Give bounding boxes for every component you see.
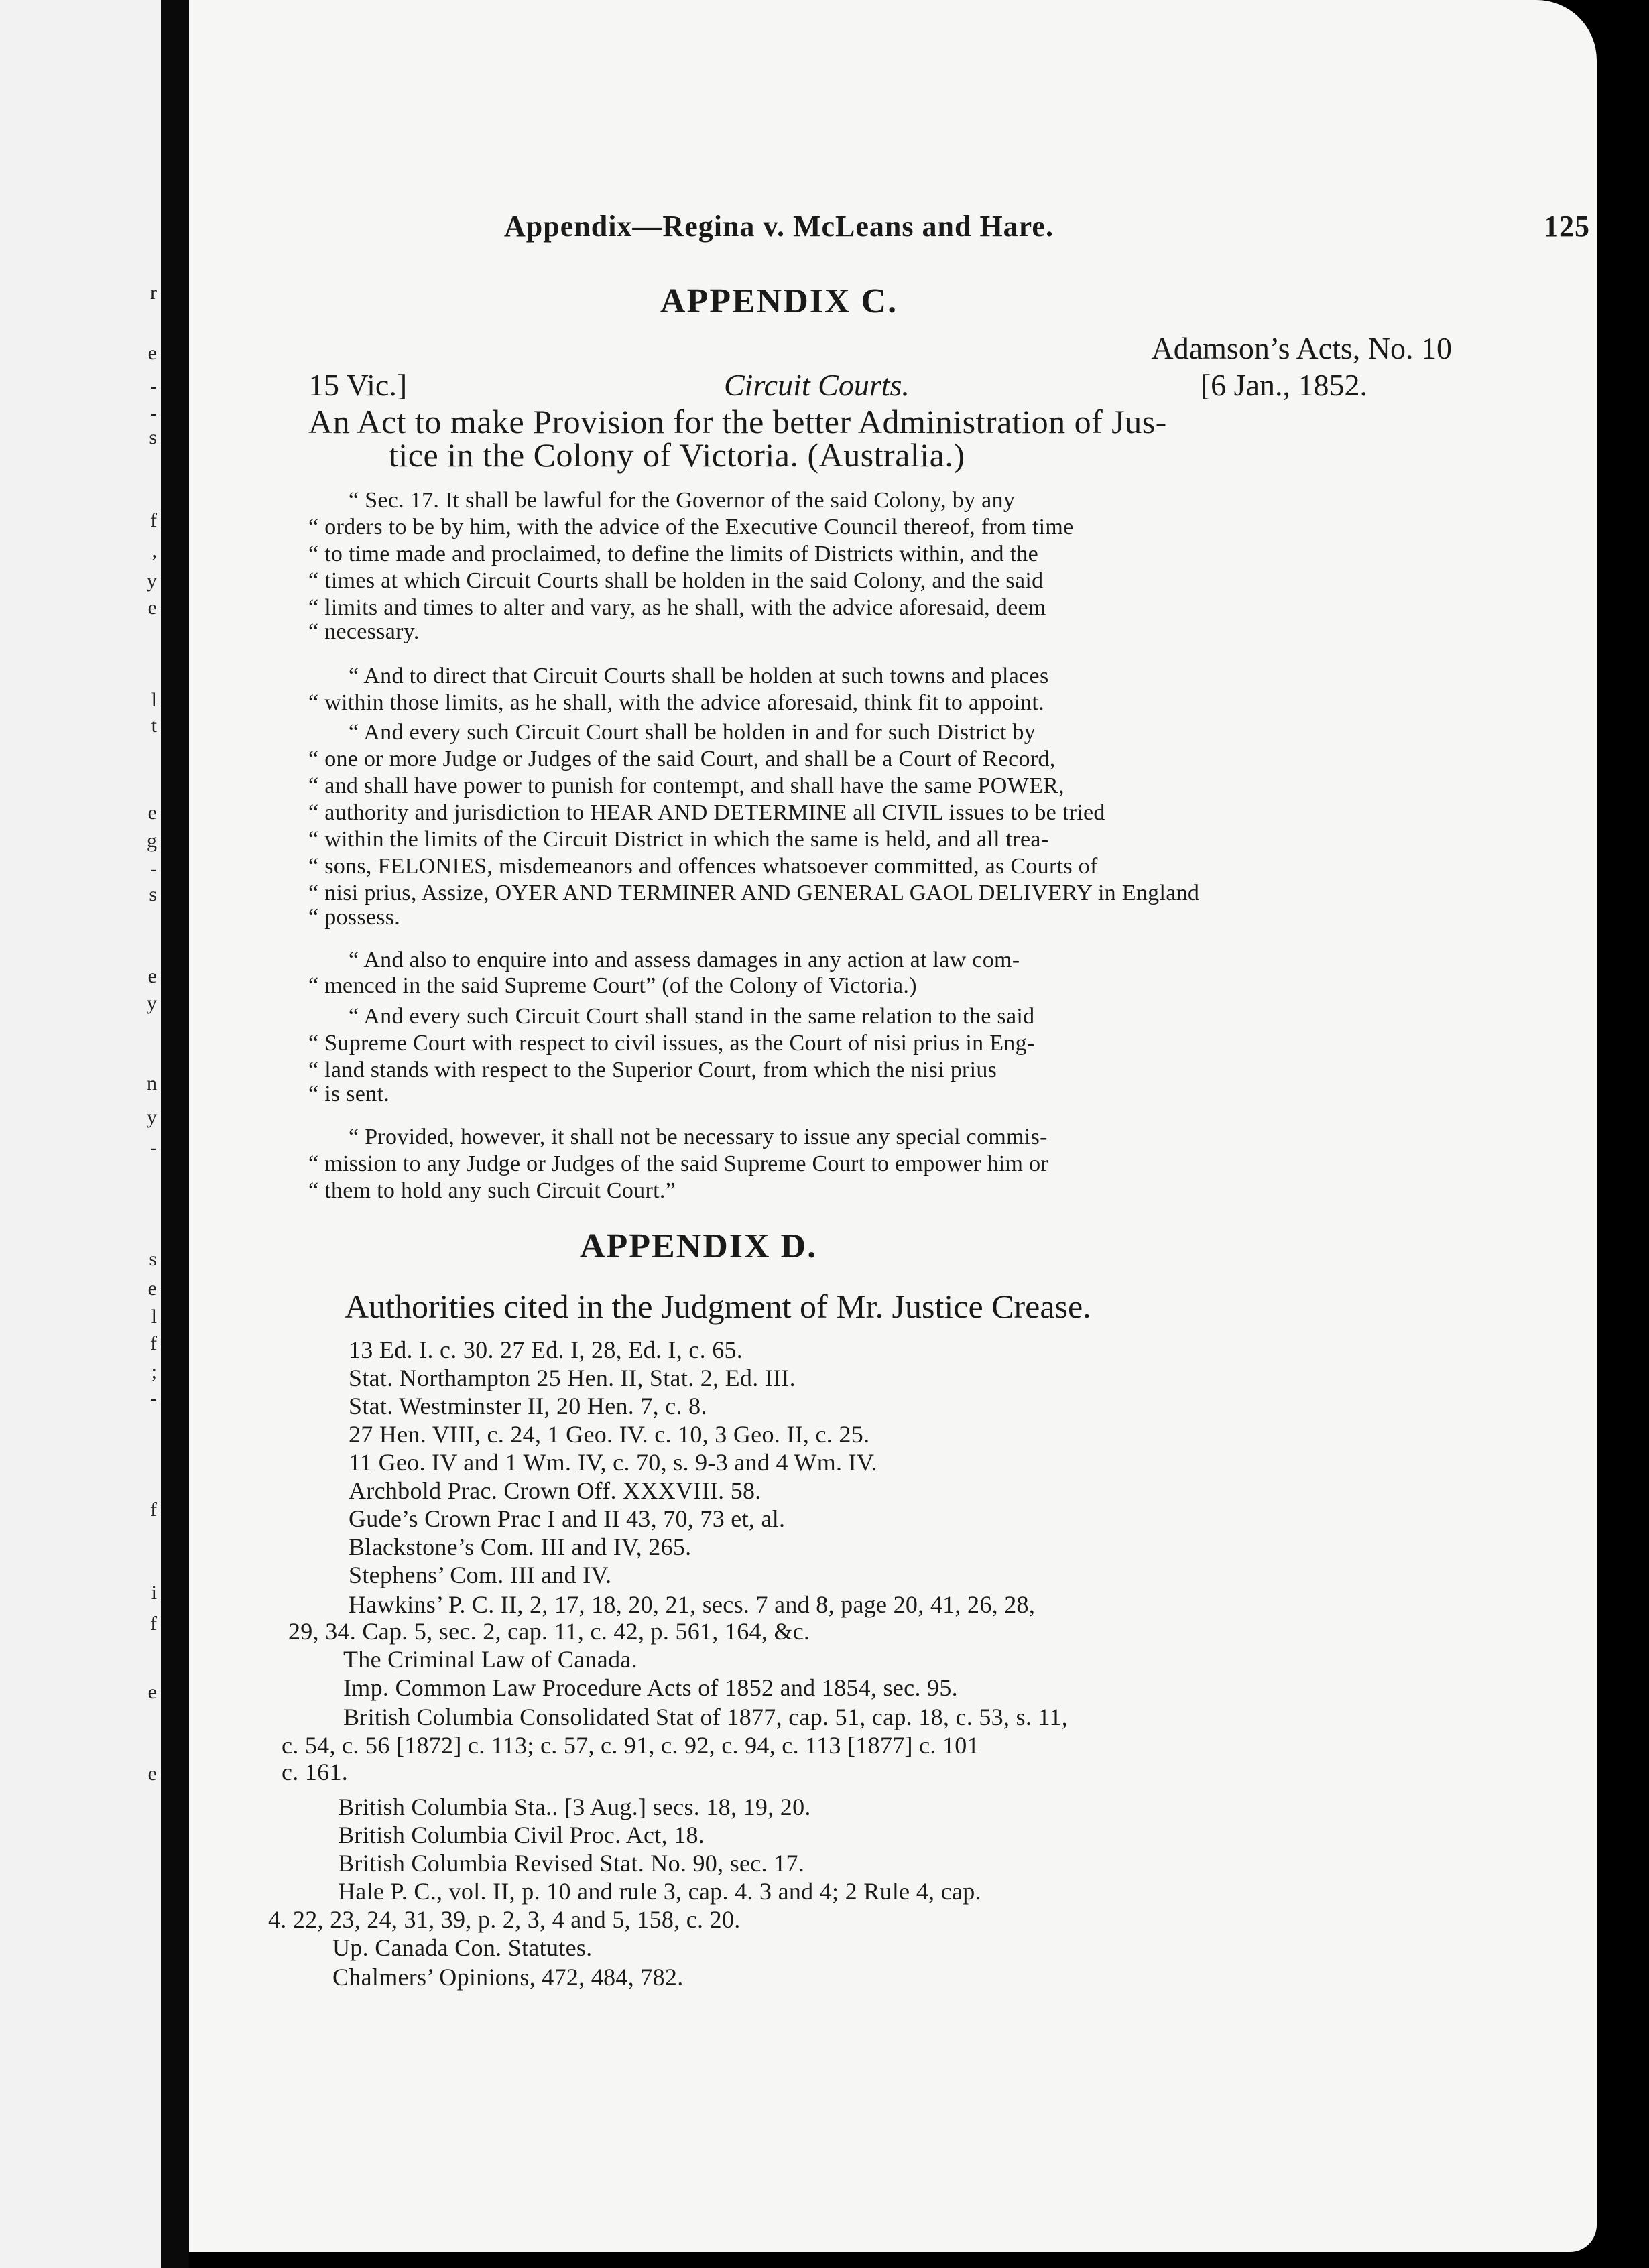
margin-fragment: f — [150, 509, 157, 531]
text-line: “ And every such Circuit Court shall be holden in and for such District by — [349, 720, 1036, 745]
text-line: “ Provided, however, it shall not be necessary to issue any special commis- — [349, 1125, 1048, 1149]
authority-line: British Columbia Consolidated Stat of 1877, cap. 51, cap. 18, c. 53, s. 11, — [343, 1704, 1068, 1730]
authority-line: Stat. Northampton 25 Hen. II, Stat. 2, Ed. III. — [349, 1365, 796, 1391]
margin-fragment: - — [150, 1387, 157, 1409]
book-gutter — [161, 0, 189, 2268]
authority-line: Up. Canada Con. Statutes. — [332, 1934, 593, 1961]
authority-line: Hawkins’ P. C. II, 2, 17, 18, 20, 21, secs. 7 and 8, page 20, 41, 26, 28, — [349, 1591, 1036, 1618]
running-header — [504, 209, 1590, 243]
regnal-year: 15 Vic.] — [308, 368, 408, 402]
margin-fragment: n — [147, 1072, 157, 1094]
text-line: “ is sent. — [308, 1082, 390, 1107]
text-line: “ Sec. 17. It shall be lawful for the Governor of the said Colony, by any — [349, 488, 1016, 513]
text-line: “ authority and jurisdiction to HEAR AND DETERMINE all CIVIL issues to be tried — [308, 800, 1105, 825]
margin-fragment: s — [149, 883, 157, 905]
text-line: “ within those limits, as he shall, with the advice aforesaid, think fit to appoint. — [308, 690, 1044, 715]
authority-line: British Columbia Civil Proc. Act, 18. — [338, 1822, 705, 1848]
document-page — [189, 0, 1597, 2252]
authority-line: Archbold Prac. Crown Off. XXXVIII. 58. — [349, 1477, 761, 1504]
authority-line: Stat. Westminster II, 20 Hen. 7, c. 8. — [349, 1393, 707, 1420]
page-number: 125 — [1544, 210, 1590, 243]
margin-fragment: f — [150, 1332, 157, 1354]
margin-fragment: l — [151, 689, 157, 711]
authority-line: Imp. Common Law Procedure Acts of 1852 and 1854, sec. 95. — [343, 1674, 958, 1701]
facing-page-edge — [0, 0, 161, 2268]
authority-line: c. 54, c. 56 [1872] c. 113; c. 57, c. 91, c. 92, c. 94, c. 113 [1877] c. 101 — [282, 1732, 979, 1759]
margin-fragment: - — [150, 858, 157, 880]
text-line: “ to time made and proclaimed, to define the limits of Districts within, and the — [308, 542, 1039, 566]
appendix-d-heading: APPENDIX D. — [579, 1227, 818, 1265]
authority-line: British Columbia Sta.. [3 Aug.] secs. 18, 19, 20. — [338, 1793, 811, 1820]
authority-line: Gude’s Crown Prac I and II 43, 70, 73 et, al. — [349, 1505, 786, 1532]
margin-fragment: e — [147, 965, 157, 987]
authority-line: British Columbia Revised Stat. No. 90, sec. 17. — [338, 1850, 805, 1877]
running-title: Appendix—Regina v. McLeans and Hare. — [504, 210, 1054, 243]
authority-line: 4. 22, 23, 24, 31, 39, p. 2, 3, 4 and 5, 158, c. 20. — [268, 1906, 741, 1933]
act-title-line-2: tice in the Colony of Victoria. (Australia.) — [389, 436, 965, 474]
authority-line: 13 Ed. I. c. 30. 27 Ed. I, 28, Ed. I, c. 65. — [349, 1336, 743, 1363]
margin-fragment: f — [150, 1499, 157, 1521]
margin-fragment: e — [147, 802, 157, 824]
margin-fragment: s — [149, 1248, 157, 1270]
text-line: “ land stands with respect to the Superior Court, from which the nisi prius — [308, 1058, 997, 1082]
margin-fragment: - — [150, 1137, 157, 1159]
margin-fragment: ; — [151, 1361, 157, 1383]
text-line: “ And every such Circuit Court shall stand in the same relation to the said — [349, 1004, 1035, 1029]
authority-line: Chalmers’ Opinions, 472, 484, 782. — [332, 1964, 684, 1991]
authority-line: The Criminal Law of Canada. — [343, 1646, 637, 1673]
appendix-c-heading: APPENDIX C. — [660, 282, 898, 320]
authority-line: 27 Hen. VIII, c. 24, 1 Geo. IV. c. 10, 3 Geo. II, c. 25. — [349, 1421, 870, 1448]
margin-fragment: i — [151, 1582, 157, 1604]
text-line: “ menced in the said Supreme Court” (of the Colony of Victoria.) — [308, 973, 917, 998]
margin-fragment: e — [147, 1681, 157, 1703]
margin-fragment: g — [147, 830, 157, 852]
margin-fragment: t — [151, 714, 157, 737]
margin-fragment: e — [147, 342, 157, 364]
text-line: “ them to hold any such Circuit Court.” — [308, 1178, 676, 1203]
margin-fragment: s — [149, 426, 157, 448]
margin-fragment: r — [150, 281, 157, 304]
text-line: “ orders to be by him, with the advice of the Executive Council thereof, from time — [308, 515, 1074, 540]
margin-fragment: e — [147, 596, 157, 619]
act-meta-row — [308, 367, 1367, 403]
authorities-heading: Authorities cited in the Judgment of Mr. Justice Crease. — [345, 1287, 1091, 1325]
margin-fragment: y — [147, 992, 157, 1014]
margin-fragment: - — [150, 402, 157, 424]
authority-line: 29, 34. Cap. 5, sec. 2, cap. 11, c. 42, p. 561, 164, &c. — [288, 1618, 810, 1645]
text-line: “ within the limits of the Circuit District in which the same is held, and all trea- — [308, 827, 1049, 852]
text-line: “ and shall have power to punish for contempt, and shall have the same POWER, — [308, 773, 1064, 798]
text-line: “ one or more Judge or Judges of the said Court, and shall be a Court of Record, — [308, 747, 1056, 771]
act-title-line-1: An Act to make Provision for the better Administration of Jus- — [308, 403, 1167, 440]
margin-fragment: y — [147, 570, 157, 592]
text-line: “ sons, FELONIES, misdemeanors and offences whatsoever committed, as Courts of — [308, 854, 1098, 879]
authority-line: Blackstone’s Com. III and IV, 265. — [349, 1533, 692, 1560]
text-line: “ limits and times to alter and vary, as he shall, with the advice aforesaid, deem — [308, 595, 1046, 620]
act-subject: Circuit Courts. — [724, 368, 910, 402]
text-line: “ And also to enquire into and assess damages in any action at law com- — [349, 948, 1020, 972]
text-line: “ necessary. — [308, 619, 420, 644]
margin-fragment: - — [150, 375, 157, 397]
margin-fragment: e — [147, 1763, 157, 1785]
margin-fragment: e — [147, 1277, 157, 1300]
margin-fragment: l — [151, 1306, 157, 1328]
authority-line: 11 Geo. IV and 1 Wm. IV, c. 70, s. 9-3 and 4 Wm. IV. — [349, 1449, 877, 1476]
act-date: [6 Jan., 1852. — [1200, 368, 1367, 402]
margin-fragment: f — [150, 1613, 157, 1635]
text-line: “ mission to any Judge or Judges of the said Supreme Court to empower him or — [308, 1151, 1049, 1176]
text-line: “ possess. — [308, 905, 401, 930]
margin-fragment: y — [147, 1106, 157, 1128]
authority-line: c. 161. — [282, 1759, 349, 1785]
text-line: “ Supreme Court with respect to civil issues, as the Court of nisi prius in Eng- — [308, 1031, 1035, 1056]
text-line: “ times at which Circuit Courts shall be holden in the said Colony, and the said — [308, 568, 1044, 593]
authority-line: Stephens’ Com. III and IV. — [349, 1562, 612, 1588]
margin-fragment: , — [151, 540, 157, 562]
text-line: “ And to direct that Circuit Courts shall be holden at such towns and places — [349, 664, 1049, 688]
text-line: “ nisi prius, Assize, OYER AND TERMINER AND GENERAL GAOL DELIVERY in England — [308, 881, 1200, 905]
authority-line: Hale P. C., vol. II, p. 10 and rule 3, cap. 4. 3 and 4; 2 Rule 4, cap. — [338, 1878, 981, 1905]
act-reference: Adamson’s Acts, No. 10 — [1151, 331, 1452, 365]
